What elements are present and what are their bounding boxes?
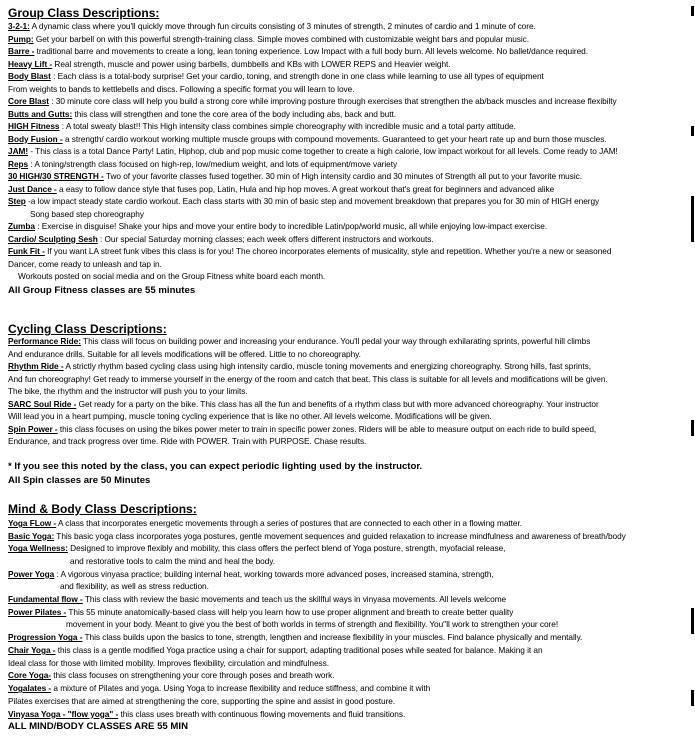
cycling-footer: All Spin classes are 50 Minutes	[8, 475, 151, 486]
class-name: Core Blast	[8, 96, 49, 106]
class-description-text: : 30 minute core class will help you build a strong core while improving posture through exercises that strengthen the ab/back muscles and increase flexibilty	[51, 96, 617, 106]
class-entry-cardio-sculpting-sesh	[8, 233, 692, 246]
class-description-text: Dancer, come ready to unleash and tap in.	[8, 258, 162, 269]
class-description-text: : Exercise in disguise! Shake your hips and move your entire body to incredible Latin/pop/world music, all while enjoying low-impact exercise.	[37, 221, 548, 231]
class-description-text: From weights to bands to kettlebells and discs. Following a specific format you will learn to love.	[8, 83, 355, 94]
group-footer: All Group Fitness classes are 55 minutes	[8, 285, 196, 296]
class-name: Rhythm Ride -	[8, 361, 64, 371]
class-entry-reps	[8, 158, 692, 171]
class-name: Core Yoga-	[8, 670, 51, 681]
class-name: Zumba	[8, 221, 35, 231]
class-description-text: Two of your favorite classes fused together. 30 min of High intensity cardio and 30 minutes of Strength all put to your favorite music.	[105, 171, 582, 181]
class-entry-yoga-flow	[8, 517, 692, 530]
class-description-text: And fun choreography! Get ready to immerse yourself in the energy of the room and catch that beat. This class is suitable for all levels and modifications will be given.	[8, 373, 608, 384]
class-entry-spin-power	[8, 423, 692, 448]
class-entry-pump	[8, 33, 692, 46]
class-description-text: this class uses breath with continuous flowing movements and fluid transitions.	[120, 708, 406, 719]
class-description-text: : A vigorous vinyasa practice; building internal heat, working towards more advanced poses, increased stamina, strength,	[56, 568, 494, 579]
class-name: Body Blast	[8, 71, 51, 81]
class-description-text: Endurance, and track progress over time. Ride with POWER. Train with PURPOSE. Chase results.	[8, 436, 367, 446]
class-name: Yoga FLow -	[8, 518, 57, 528]
class-name: Heavy Lift -	[8, 58, 53, 69]
class-name: Power Yoga	[8, 568, 55, 579]
class-name: Chair Yoga -	[8, 645, 56, 655]
class-entry-funk-fit	[8, 245, 692, 283]
class-description-text: And endurance drills. Suitable for all levels modifications will be offered. Little to no choreography.	[8, 348, 361, 359]
class-name: Funk Fit -	[8, 246, 45, 256]
class-name: Body Fusion -	[8, 133, 63, 144]
class-name: Reps	[8, 158, 29, 169]
class-entry-power-yoga	[8, 568, 692, 593]
class-entry-core-blast	[8, 95, 692, 108]
class-description-text: movement in your body. Meant to give you the best of both worlds in terms of strength and flexibility. You''ll work to strengthen your core!	[66, 619, 559, 630]
class-description-text: This 55 minute anatomically-based class will help you learn how to use proper alignment and breath to create better quality	[68, 606, 514, 617]
class-description-text: Pilates exercises that are aimed at strengthening the core, supporting the spine and assist in good posture.	[8, 695, 396, 706]
class-description-text: Workouts posted on social media and on the Group Fitness white board each month.	[18, 271, 326, 281]
class-name: JAM!	[8, 146, 29, 156]
class-name: Yoga Wellness:	[8, 543, 68, 554]
class-description-text: This basic yoga class incorporates yoga postures, gentle movement sequences and guided relaxation to increase mindfulness and awareness of breath/body	[56, 530, 626, 541]
class-entry-3-2-1	[8, 20, 692, 33]
class-name: Barre -	[8, 46, 35, 56]
class-description-text: Get your barbell on with this powerful strength-training class. Simple moves combined with customizable weight bars and popular music.	[35, 33, 530, 44]
class-description-text: Get ready for a party on the bike. This class has all the fun and benefits of a rhythm class but with more advanced choreography. Your instructor	[78, 398, 599, 409]
class-entry-body-blast	[8, 70, 692, 95]
class-description-text: -a low impact steady state cardio workout. Each class starts with 30 min of basic step and movement breakdown that prepares you for 30 min of HIGH energy	[28, 196, 600, 206]
mind-body-footer: ALL MIND/BODY CLASSES ARE 55 MIN	[8, 721, 188, 732]
class-description-text: this class will strengthen and tone the core area of the body including abs, back and butt.	[74, 108, 396, 119]
class-entry-body-fusion	[8, 133, 692, 146]
class-description-text: a easy to follow dance style that fuses pop, Latin, Hula and hip hop moves. A great workout that's great for beginners and advanced alike	[59, 183, 555, 194]
cycling-section-title: Cycling Class Descriptions:	[8, 322, 167, 336]
class-entry-barre	[8, 45, 692, 58]
class-description-text: Designed to improve flexibly and mobility, this class offers the perfect blend of Yoga posture, strength, myofacial release,	[70, 543, 506, 554]
class-name: Fundamental flow -	[8, 594, 83, 605]
class-description-text: : A total sweaty blast!! This High intensity class combines simple choreography with incredible music and a total party attitude.	[61, 121, 516, 131]
class-entry-fundamental-flow	[8, 593, 692, 606]
class-description-text: this class focuses on strengthening your core through poses and breath work.	[53, 670, 335, 681]
class-entry-zumba	[8, 220, 692, 233]
class-entry-high-fitness	[8, 120, 692, 133]
class-description-text: This class will focus on building power and increasing your endurance. You'll pedal your way through exhilarating sprints, powerful hill climbs	[83, 336, 591, 346]
class-description-text: a strength/ cardio workout working multiple muscle groups with compound movements. Guaranteed to get your heart rate up and burn those muscles.	[64, 133, 607, 144]
class-description-text: : Our special Saturday morning classes; each week offers different instructors and workouts.	[99, 233, 434, 244]
class-description-text: : A toning/strength class focused on high-rep, low/medium weight, and lots of equipment/move variety	[30, 158, 398, 169]
class-name: Basic Yoga:	[8, 530, 55, 541]
class-description-text: This class builds upon the basics to tone, strength, lengthen and increase flexibility in your muscles. Find balance physically and mentally.	[84, 632, 583, 643]
class-name: Pump:	[8, 33, 34, 44]
class-entry-vinyasa-yoga-flow-yoga	[8, 708, 692, 721]
class-entry-power-pilates	[8, 606, 692, 631]
class-name: Power Pilates -	[8, 606, 67, 617]
class-entry-butts-and-gutts	[8, 108, 692, 121]
class-entry-progression-yoga	[8, 631, 692, 644]
class-description-text: and flexibility, as well as stress reduction.	[60, 581, 209, 592]
class-description-text: A dynamic class where you'll quickly move through fun circuits consisting of 3 minutes of strength, 2 minutes of cardio and 1 minute of core.	[31, 21, 536, 31]
class-entry-sarc-soul-ride	[8, 398, 692, 423]
class-entry-performance-ride	[8, 335, 692, 360]
class-name: HIGH Fitness	[8, 121, 60, 131]
mind-body-section-title: Mind & Body Class Descriptions:	[8, 502, 197, 516]
class-entry-heavy-lift	[8, 58, 692, 71]
class-description-text: this class focuses on using the bikes power meter to train in specific power zones. Riders will be able to measure output on each ride to build speed,	[59, 423, 597, 434]
class-description-text: : Each class is a total-body surprise! Get your cardio, toning, and strength done in one class while learning to use all types of equipment	[53, 71, 544, 81]
class-entry-chair-yoga	[8, 644, 692, 669]
class-description-text: If you want LA street funk vibes this class is for you! The choreo incorporates elements of musicality, style and repetition. Whether you're a new or seasoned	[47, 246, 612, 256]
class-name: 30 HIGH/30 STRENGTH -	[8, 171, 104, 181]
class-description-text: A class that incorporates energetic movements through a series of postures that are connected to each other in a flowing matter.	[57, 518, 522, 528]
class-entry-core-yoga	[8, 669, 692, 682]
group-section-title: Group Class Descriptions:	[8, 6, 160, 20]
class-entry-rhythm-ride	[8, 360, 692, 398]
class-description-text: - This class is a total Dance Party! Latin, Hiphop, club and pop music come together to create a high calorie, low impact workout for all levels. Come ready to JAM!	[30, 146, 618, 156]
class-name: Yogalates -	[8, 683, 52, 694]
class-description-text: A strictly rhythm based cycling class using high intensity cardio, muscle toning movements and energizing choreography. Strong hills, fast sprints,	[65, 361, 592, 371]
class-name: Just Dance -	[8, 183, 57, 194]
class-name: SARC Soul Ride -	[8, 398, 77, 409]
class-name: Step	[8, 196, 26, 206]
class-name: 3-2-1:	[8, 21, 30, 31]
class-name: Cardio/ Sculpting Sesh	[8, 233, 98, 244]
class-description-text: traditional barre and movements to create a long, lean toning experience. Low Impact with a full body burn. All levels welcome. No ballet/dance required.	[36, 46, 588, 56]
class-entry-step	[8, 195, 692, 220]
class-description-text: and restorative tools to calm the mind and heal the body.	[70, 555, 276, 566]
class-entry-basic-yoga	[8, 530, 692, 543]
cycling-note: * If you see this noted by the class, you can expect periodic lighting used by the instructor.	[8, 461, 423, 472]
class-entry-yoga-wellness	[8, 542, 692, 567]
class-entry-jam	[8, 145, 692, 158]
class-description-text: Will lead you in a heart pumping, muscle toning cycling experience that is like no other. All levels welcome. Modifications will be given.	[8, 411, 492, 421]
class-entry-yogalates	[8, 682, 692, 707]
class-name: Performance Ride:	[8, 336, 81, 346]
class-description-text: Ideal class for those with limited mobility. Improves flexibility, circulation and mindfulness.	[8, 657, 329, 668]
class-entry-just-dance	[8, 183, 692, 196]
class-entry-30-high-30-strength	[8, 170, 692, 183]
class-name: Spin Power -	[8, 423, 58, 434]
class-name: Progression Yoga -	[8, 632, 83, 643]
class-name: Vinyasa Yoga - "flow yoga" -	[8, 708, 119, 719]
class-description-text: Real strength, muscle and power using barbells, dumbbells and KBs with LOWER REPS and Heavier weight.	[54, 58, 451, 69]
class-description-text: The bike, the rhythm and the instructor will push you to your limits.	[8, 386, 248, 396]
class-description-text: This class with review the basic movements and teach us the skillful ways in vinyasa movements. All levels welcome	[84, 594, 507, 605]
class-description-text: Song based step choreography	[30, 208, 144, 219]
class-name: Butts and Gutts:	[8, 108, 73, 119]
class-description-text: this class is a gentle modified Yoga practice using a chair for support, adapting traditional poses while seated for balance. Making it an	[57, 645, 543, 655]
class-description-text: a mixture of Pilates and yoga. Using Yoga to increase flexibility and reduce stiffness, and combine it with	[53, 683, 431, 694]
